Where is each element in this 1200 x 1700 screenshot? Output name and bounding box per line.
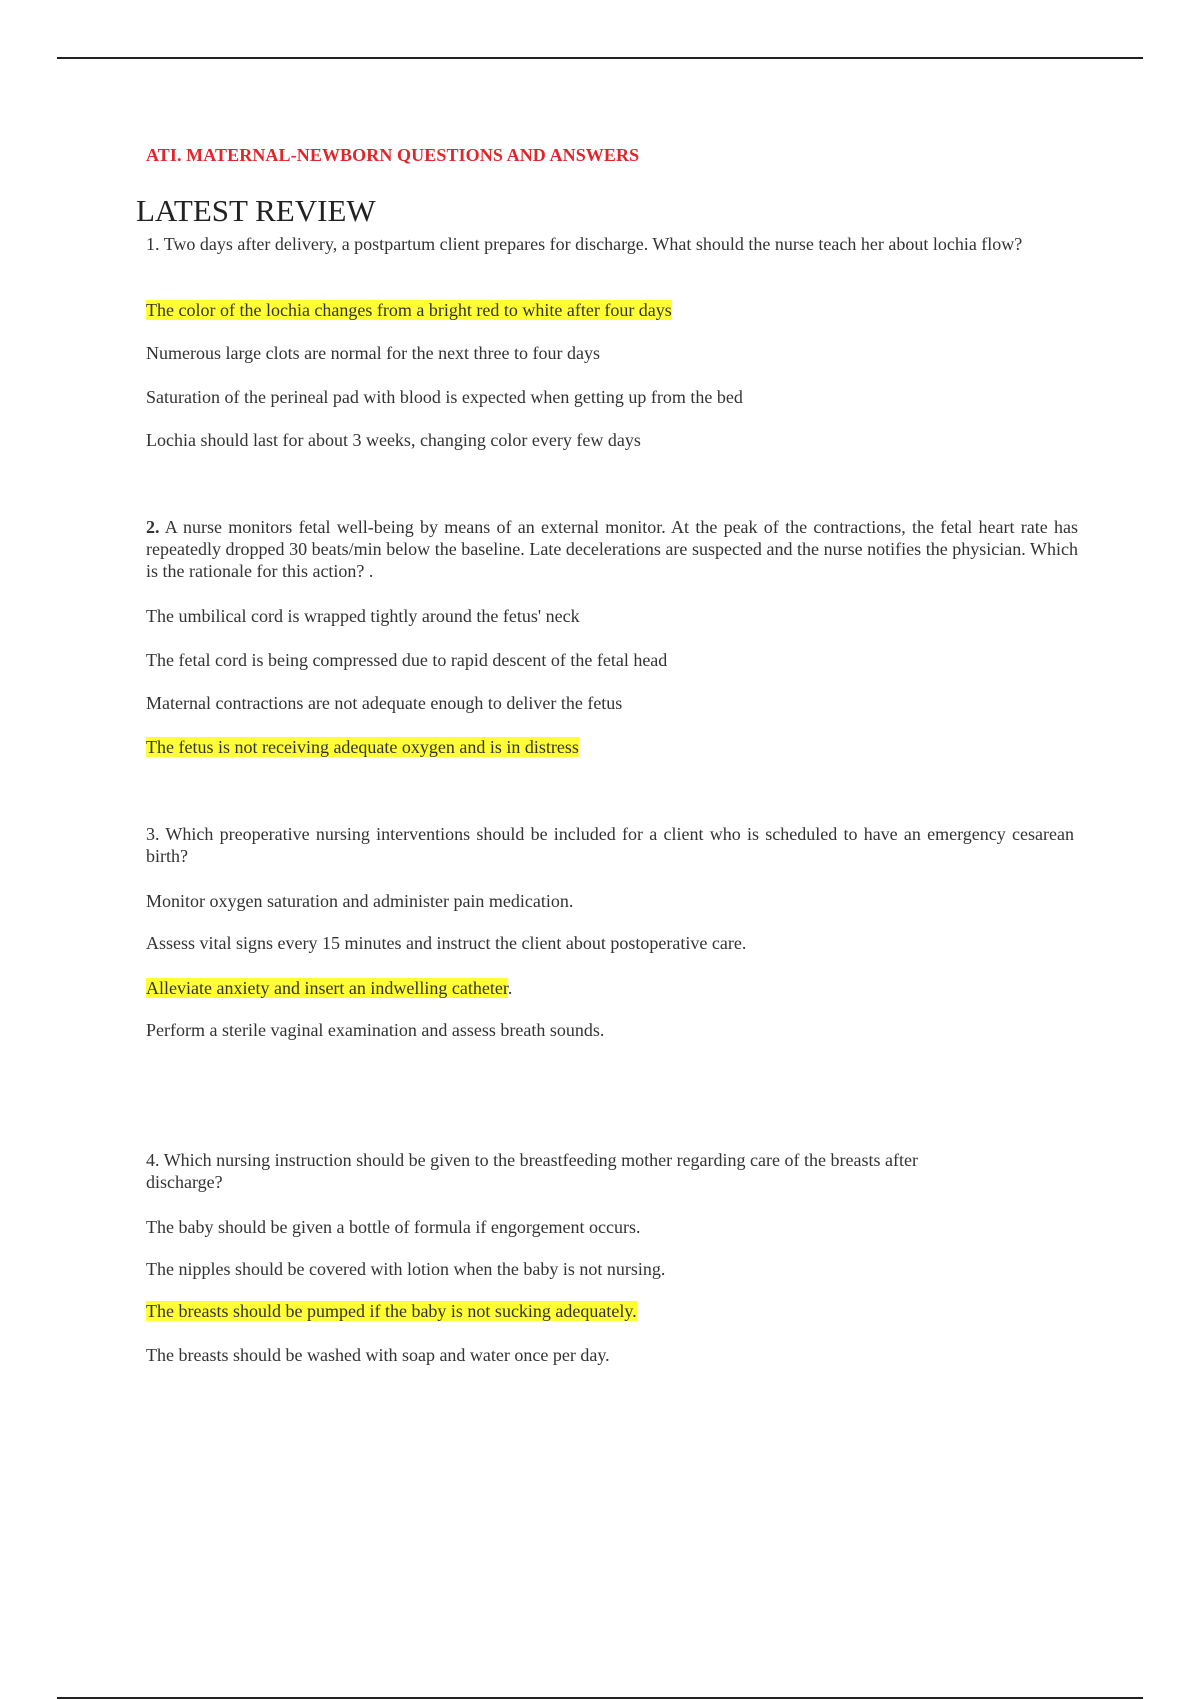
question-2-text (146, 516, 1078, 582)
question-3-option-b: Assess vital signs every 15 minutes and instruct the client about postoperative care. (146, 933, 747, 953)
question-4-option-c (146, 1300, 637, 1322)
question-1-number: 1. (146, 234, 160, 254)
question-1-option-d: Lochia should last for about 3 weeks, changing color every few days (146, 430, 641, 450)
question-4-stem: Which nursing instruction should be given to the breastfeeding mother regarding care of the breasts after discharge? (146, 1150, 918, 1192)
question-3-number: 3. (146, 824, 160, 844)
question-1-stem: Two days after delivery, a postpartum client prepares for discharge. What should the nurse teach her about lochia flow? (163, 234, 1023, 254)
question-1-option-b: Numerous large clots are normal for the next three to four days (146, 343, 601, 363)
question-1-option-a (146, 299, 672, 321)
correct-answer-highlight: The breasts should be pumped if the baby is not sucking adequately. (146, 1301, 637, 1321)
question-1-text (146, 233, 1046, 255)
question-1 (146, 233, 1078, 450)
correct-answer-highlight: The fetus is not receiving adequate oxygen and is in distress (146, 737, 579, 757)
question-1-option-c: Saturation of the perineal pad with blood is expected when getting up from the bed (146, 387, 743, 407)
document-title: ATI. MATERNAL-NEWBORN QUESTIONS AND ANSWERS (146, 145, 640, 165)
question-4-number: 4. (146, 1150, 160, 1170)
question-2-stem: A nurse monitors fetal well-being by means of an external monitor. At the peak of the contractions, the fetal heart rate has repeatedly dropped 30 beats/min below the baseline. Late decelerations are suspected and the nurse notifies the physician. Which is the rationale for this action? . (146, 517, 1079, 581)
question-3-option-c: Alleviate anxiety and insert an indwelling catheter. (146, 978, 513, 998)
question-2-option-c: Maternal contractions are not adequate enough to deliver the fetus (146, 693, 623, 713)
bottom-rule (57, 1697, 1143, 1699)
question-4-option-a: The baby should be given a bottle of formula if engorgement occurs. (146, 1217, 641, 1237)
question-2-number: 2. (146, 517, 160, 537)
question-2 (146, 516, 1079, 757)
question-4 (146, 1149, 1078, 1365)
question-3-text (146, 823, 1074, 867)
question-2-option-d (146, 736, 579, 758)
question-2-option-b: The fetal cord is being compressed due to rapid descent of the fetal head (146, 650, 668, 670)
question-3-option-d: Perform a sterile vaginal examination and assess breath sounds. (146, 1020, 605, 1040)
question-4-text (146, 1149, 976, 1193)
question-4-option-b: The nipples should be covered with lotion when the baby is not nursing. (146, 1259, 666, 1279)
question-4-option-d: The breasts should be washed with soap and water once per day. (146, 1345, 610, 1365)
correct-answer-highlight: Alleviate anxiety and insert an indwelling catheter (146, 978, 508, 998)
top-rule (57, 57, 1143, 59)
question-3-stem: Which preoperative nursing interventions should be included for a client who is scheduled to have an emergency cesarean birth? (146, 824, 1074, 866)
correct-answer-highlight: The color of the lochia changes from a bright red to white after four days (146, 300, 672, 320)
question-2-option-a: The umbilical cord is wrapped tightly around the fetus' neck (146, 606, 580, 626)
question-3-option-a: Monitor oxygen saturation and administer pain medication. (146, 891, 574, 911)
document-subtitle: LATEST REVIEW (136, 193, 376, 228)
question-3 (146, 823, 1074, 1040)
